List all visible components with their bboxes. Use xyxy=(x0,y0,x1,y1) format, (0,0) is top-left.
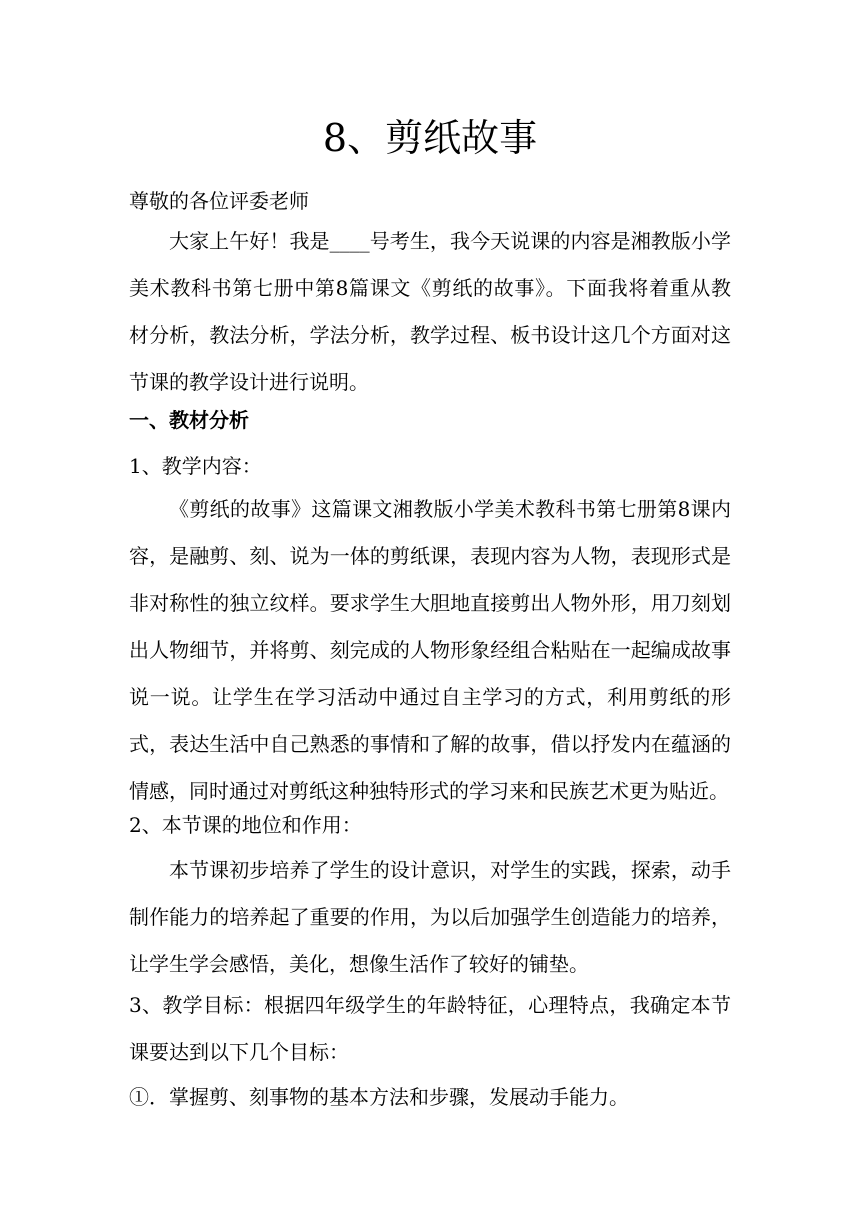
item-teaching-content-label: 1、教学内容： xyxy=(129,454,262,478)
teaching-goals-paragraph: 3、教学目标：根据四年级学生的年龄特征，心理特点，我确定本节课要达到以下几个目标： xyxy=(129,993,731,1064)
status-role-paragraph: 本节课初步培养了学生的设计意识，对学生的实践，探索，动手制作能力的培养起了重要的作用，为以后加强学生创造能力的培养，让学生学会感悟，美化，想像生活作了较好的铺垫。 xyxy=(129,858,731,976)
teaching-content-paragraph: 《剪纸的故事》这篇课文湘教版小学美术教科书第七册第8课内容，是融剪、刻、说为一体的剪纸课，表现内容为人物，表现形式是非对称性的独立纹样。要求学生大胆地直接剪出人物外形，用刀刻划出人物细节，并将剪、刻完成的人物形象经组合粘贴在一起编成故事说一说。让学生在学习活动中通过自主学习的方式，利用剪纸的形式，表达生活中自己熟悉的事情和了解的故事，借以抒发内在蕴涵的情感，同时通过对剪纸这种独特形式的学习来和民族艺术更为贴近。 xyxy=(129,497,731,803)
section-heading-textbook-analysis: 一、教材分析 xyxy=(129,408,249,432)
document-title: 8、剪纸故事 xyxy=(322,116,538,160)
intro-paragraph: 大家上午好！我是____号考生，我今天说课的内容是湘教版小学美术教科书第七册中第8篇课文《剪纸的故事》。下面我将着重从教材分析，教法分析，学法分析，教学过程、板书设计这几个方面对这节课的教学设计进行说明。 xyxy=(129,229,731,394)
greeting: 尊敬的各位评委老师 xyxy=(129,189,309,213)
goal-item-1: ①．掌握剪、刻事物的基本方法和步骤，发展动手能力。 xyxy=(129,1085,629,1109)
item-status-role-label: 2、本节课的地位和作用： xyxy=(129,813,362,837)
